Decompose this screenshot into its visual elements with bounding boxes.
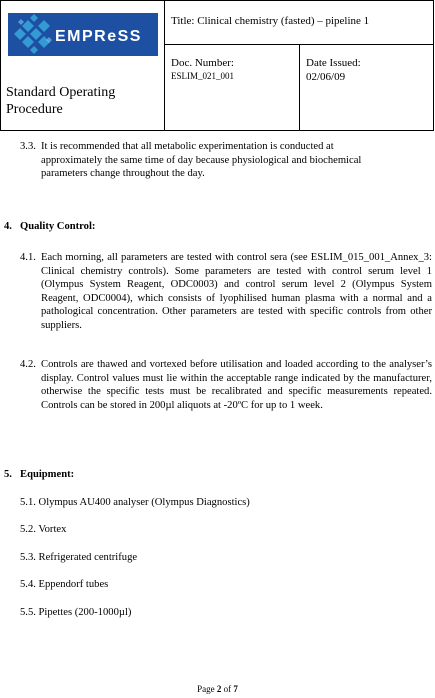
doc-number-value: ESLIM_021_001 <box>171 71 234 81</box>
doc-number-cell <box>165 45 300 131</box>
document-title: Title: Clinical chemistry (fasted) – pipeline 1 <box>165 1 434 45</box>
page-footer <box>0 684 435 694</box>
current-page: 2 <box>216 684 222 694</box>
section-4-number: 4. <box>4 221 12 232</box>
date-issued-cell <box>300 45 434 131</box>
logo-cell <box>1 1 165 131</box>
item-text: Each morning, all parameters are tested with control sera (see ESLIM_015_001_Annex_3: Clinical chemistry controls). Some parameters are tested with control serum level 1 (Olympus System Reagent, ODC0003) and control serum level 2 (Olympus System Reagent, ODC0004), which consists of lyophilised human plasma with a normal and a pathological concentration. Other parameters are tested with specific controls from other suppliers. <box>41 252 432 331</box>
date-issued-label: Date Issued: <box>306 57 361 69</box>
item-text: It is recommended that all metabolic experimentation is conducted at approximately the same time of day because physiological and biochemical parameters change throughout the day. <box>41 141 362 179</box>
total-pages: 7 <box>233 684 238 694</box>
item-number: 3.3. <box>20 141 36 152</box>
sop-label: Standard Operating Procedure <box>6 85 116 117</box>
logo-text: EMPReSS <box>55 28 142 45</box>
date-issued-value: 02/06/09 <box>306 71 346 83</box>
footer-of: of <box>221 684 234 694</box>
item-number: 4.1. <box>20 252 36 263</box>
equipment-item: 5.3. Refrigerated centrifuge <box>20 552 138 563</box>
section-4-heading: Quality Control: <box>20 221 96 232</box>
document-header <box>0 0 434 131</box>
equipment-item: 5.2. Vortex <box>20 524 67 535</box>
equipment-item: 5.5. Pipettes (200-1000µl) <box>20 607 132 618</box>
doc-number-label: Doc. Number: <box>171 57 234 69</box>
section-5-number: 5. <box>4 469 12 480</box>
section-5-heading: Equipment: <box>20 469 75 480</box>
footer-prefix: Page <box>197 684 217 694</box>
item-number: 4.2. <box>20 359 36 370</box>
equipment-item: 5.4. Eppendorf tubes <box>20 579 109 590</box>
equipment-item: 5.1. Olympus AU400 analyser (Olympus Diagnostics) <box>20 497 250 508</box>
item-text: Controls are thawed and vortexed before utilisation and loaded according to the analyser’s display. Control values must lie within the acceptable range indicated by the manufacturer, otherwise the specific tests must be recalibrated and specific measurements repeated. Controls can be stored in 200µl aliquots at -20ºC for up to 1 week. <box>41 359 432 411</box>
empress-logo <box>8 13 158 56</box>
